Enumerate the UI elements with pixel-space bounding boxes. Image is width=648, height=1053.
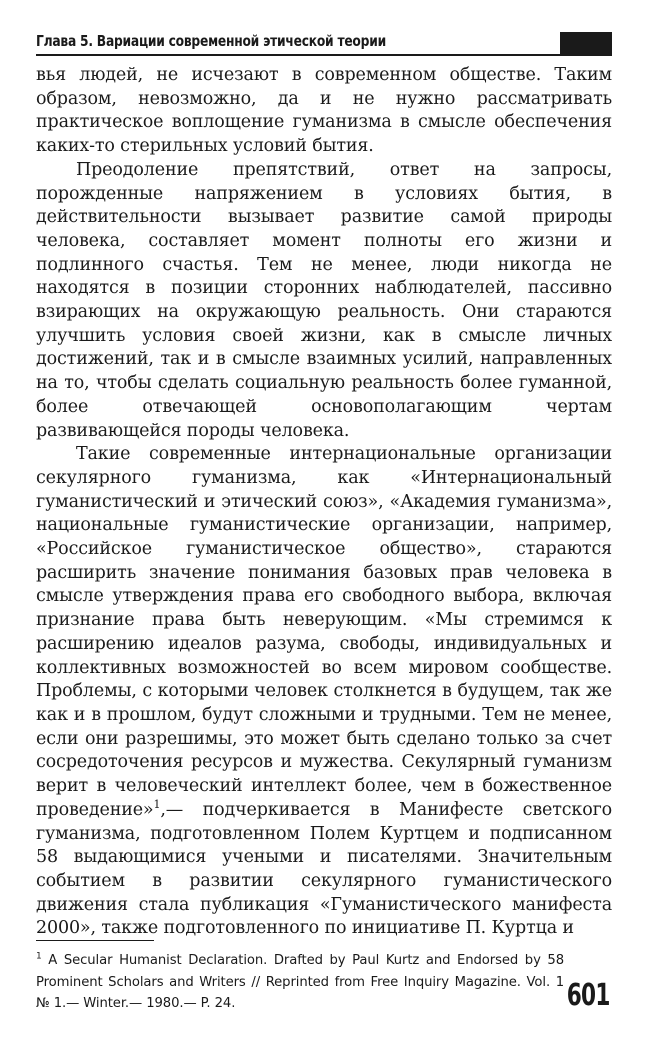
footnote-mark: 1	[36, 951, 42, 962]
chapter-title: Глава 5. Вариации современной этической теории	[36, 32, 386, 50]
paragraph: Преодоление препятствий, ответ на запросы, порожденные напряжением в условиях бытия, в действительности вызывает развитие самой природы человека, составляет момент полноты его жизни и подлинного счастья. Тем не менее, люди никогда не находятся в позиции сторонних наблюдателей, пассивно взирающих на окружающую реальность. Они стараются улучшить условия своей жизни, как в смысле личных достижений, так и в смысле взаимных усилий, направленных на то, чтобы сделать социальную реальность более гуманной, более отвечающей основополагающим чертам развивающейся породы человека.	[36, 159, 612, 441]
paragraph: вья людей, не исчезают в современном обществе. Таким образом, невозможно, да и не нужно рассматривать практическое воплощение гуманизма в смысле обеспечения каких-то стерильных условий бытия.	[36, 65, 612, 157]
paragraph-text: Такие современные интернациональные организации секулярного гуманизма, как «Интернациональный гуманистический и этический союз», «Академия гуманизма», национальные гуманистические организации, например, «Российское гуманистическое общество», стараются расширить значение понимания базовых прав человека в смысле утверждения права его свободного выбора, включая признание права быть неверующим. «Мы стремимся к расширению идеалов разума, свободы, индивидуальных и коллективных возможностей во всем мировом сообществе. Проблемы, с которыми человек столкнется в будущем, так же как и в прошлом, будут сложными и трудными. Тем не менее, если они разрешимы, это может быть сделано только за счет сосредоточения ресурсов и мужества. Секулярный гуманизм верит в человеческий интеллект более, чем в божественное проведение»	[36, 444, 612, 820]
footnote-text: A Secular Humanist Declaration. Drafted by Paul Kurtz and Endorsed by 58 Prominent Scholars and Writers // Reprinted from Free Inquiry Magazine. Vol. 1 № 1.— Winter.— 1980.— P. 24.	[36, 953, 565, 1011]
paragraph	[36, 443, 612, 941]
running-header	[36, 30, 612, 56]
page-number: 601	[567, 978, 610, 1013]
footnote	[36, 950, 564, 1015]
body-text	[36, 64, 612, 941]
footnote-separator	[36, 940, 154, 941]
footnote-reference[interactable]: 1	[153, 797, 161, 811]
header-bar-decoration	[560, 32, 612, 54]
paragraph-text: ,— подчеркивается в Манифесте светского гуманизма, подготовленном Полем Куртцем и подписанном 58 выдающимися учеными и писателями. Значительным событием в развитии секулярного гуманистического движения стала публикация «Гуманистического манифеста 2000», также подготовленного по инициативе П. Куртца и	[36, 799, 612, 939]
